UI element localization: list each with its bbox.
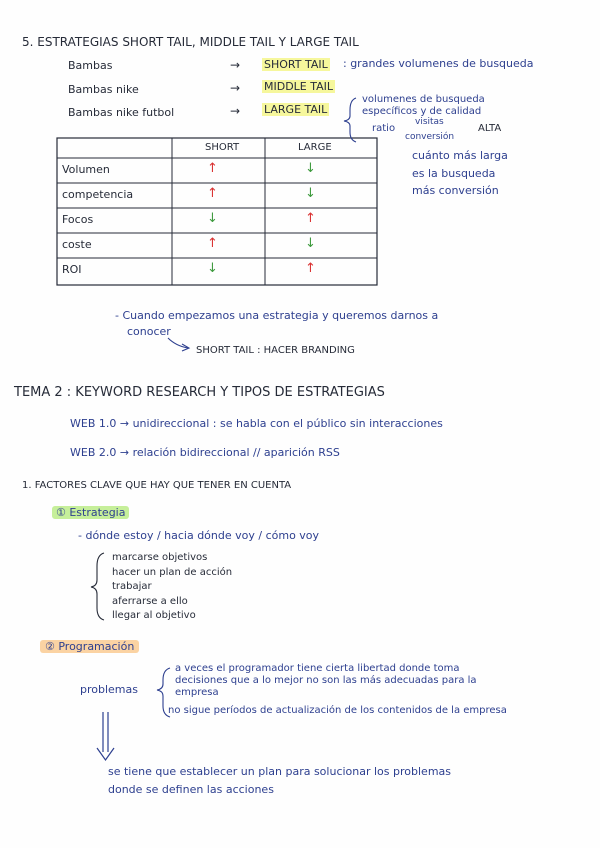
example-query-1: Bambas — [68, 59, 113, 72]
estrategia-title: ① Estrategia — [52, 506, 129, 519]
large-tail-brace — [344, 98, 356, 142]
problema-1-line-2: decisiones que a lo mejor no son las más adecuadas para la — [175, 675, 477, 686]
estrategia-brace — [91, 553, 104, 620]
estrategia-item-4: aferrarse a ello — [112, 596, 188, 607]
arrow-2: → — [230, 81, 241, 95]
programacion-title: ② Programación — [40, 640, 139, 653]
large-note-line1: volumenes de busqueda — [362, 94, 485, 105]
bullet-line-1: - Cuando empezamos una estrategia y queremos darnos a — [115, 309, 439, 322]
ratio-value: ALTA — [478, 123, 502, 134]
estrategia-item-5: llegar al objetivo — [112, 610, 196, 621]
arrow-down-icon: ↓ — [207, 211, 218, 226]
side-note-1: cuánto más larga — [412, 149, 508, 162]
estrategia-item-1: marcarse objetivos — [112, 552, 208, 563]
arrow-down-icon: ↓ — [207, 261, 218, 276]
arrow-3: → — [230, 104, 241, 118]
table-row-label-focos: Focos — [62, 213, 94, 226]
large-note-line2: específicos y de calidad — [362, 106, 482, 117]
factores-heading: 1. FACTORES CLAVE QUE HAY QUE TENER EN CUENTA — [22, 480, 292, 491]
side-note-2: es la busqueda — [412, 167, 496, 180]
ratio-top: visitas — [415, 117, 444, 127]
arrow-1: → — [230, 58, 241, 72]
table-row-label-volumen: Volumen — [62, 163, 110, 176]
problemas-label: problemas — [80, 683, 138, 696]
arrow-up-icon: ↑ — [207, 186, 218, 201]
estrategia-line: - dónde estoy / hacia dónde voy / cómo voy — [78, 529, 320, 542]
problema-2: no sigue períodos de actualización de los contenidos de la empresa — [168, 705, 507, 716]
arrow-up-icon: ↑ — [207, 161, 218, 176]
arrow-up-icon: ↑ — [207, 236, 218, 251]
problema-1-line-3: empresa — [175, 687, 219, 698]
large-tail-label: LARGE TAIL — [264, 103, 328, 116]
short-tail-note: : grandes volumenes de busqueda — [343, 57, 534, 70]
arrow-up-icon: ↑ — [305, 211, 316, 226]
ratio-bottom: conversión — [405, 132, 455, 142]
example-query-2: Bambas nike — [68, 83, 139, 96]
down-arrow-head — [97, 748, 114, 760]
table-row-label-roi: ROI — [62, 263, 82, 276]
branding-text: SHORT TAIL : HACER BRANDING — [196, 345, 355, 356]
conclusion-line-2: donde se definen las acciones — [108, 783, 274, 796]
section-5-title: 5. ESTRATEGIAS SHORT TAIL, MIDDLE TAIL Y LARGE TAIL — [22, 35, 359, 49]
tema-2-title: TEMA 2 : KEYWORD RESEARCH Y TIPOS DE ESTRATEGIAS — [14, 385, 385, 400]
arrow-down-icon: ↓ — [305, 161, 316, 176]
arrow-up-icon: ↑ — [305, 261, 316, 276]
branding-curve-arrow — [168, 338, 188, 348]
web-1-line: WEB 1.0 → unidireccional : se habla con el público sin interacciones — [70, 417, 443, 430]
estrategia-item-2: hacer un plan de acción — [112, 567, 233, 578]
side-note-3: más conversión — [412, 184, 499, 197]
table-header-large: LARGE — [298, 142, 332, 153]
bullet-line-2: conocer — [127, 325, 171, 338]
arrow-down-icon: ↓ — [305, 186, 316, 201]
table-header-short: SHORT — [205, 142, 240, 153]
ratio-label: ratio — [372, 123, 396, 134]
table-row-label-competencia: competencia — [62, 188, 134, 201]
web-2-line: WEB 2.0 → relación bidireccional // aparición RSS — [70, 446, 340, 459]
middle-tail-label: MIDDLE TAIL — [264, 80, 334, 93]
example-query-3: Bambas nike futbol — [68, 106, 175, 119]
short-tail-label: SHORT TAIL — [264, 58, 328, 71]
conclusion-line-1: se tiene que establecer un plan para solucionar los problemas — [108, 765, 452, 778]
arrow-down-icon: ↓ — [305, 236, 316, 251]
estrategia-item-3: trabajar — [112, 581, 152, 592]
problema-1-line-1: a veces el programador tiene cierta libertad donde toma — [175, 663, 460, 674]
table-row-label-coste: coste — [62, 238, 92, 251]
